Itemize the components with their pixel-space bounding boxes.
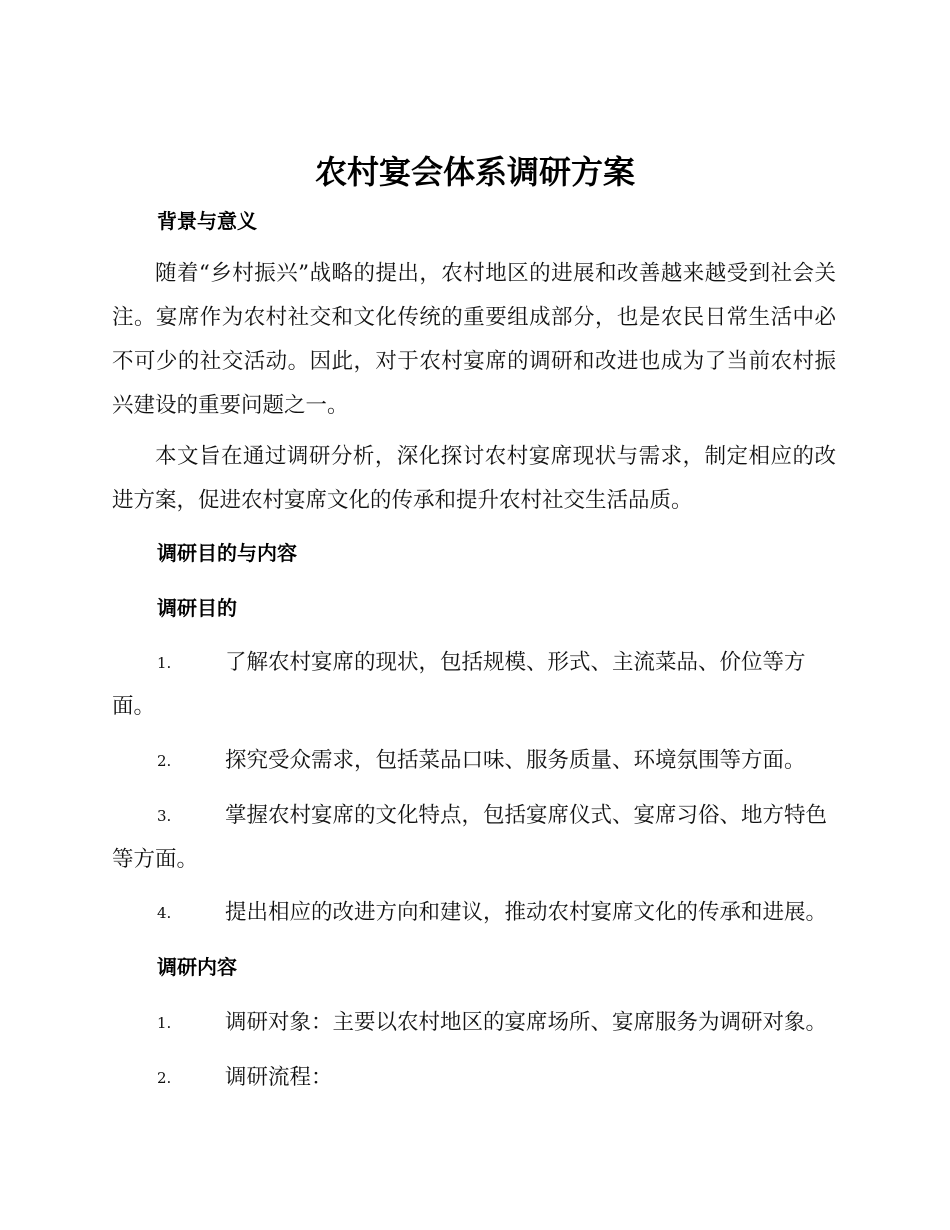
list-number: 2. — [157, 1069, 172, 1087]
heading-background: 背景与意义 — [157, 209, 257, 233]
list-text: 提出相应的改进方向和建议，推动农村宴席文化的传承和进展。 — [225, 900, 828, 925]
list-item-purpose-4 — [112, 891, 836, 935]
list-text: 调研流程： — [225, 1065, 333, 1090]
list-number: 4. — [157, 904, 172, 922]
list-item-content-1 — [112, 1001, 836, 1045]
list-text: 了解农村宴席的现状，包括规模、形式、主流菜品、价位等方面。 — [112, 650, 806, 719]
list-text: 掌握农村宴席的文化特点，包括宴席仪式、宴席习俗、地方特色等方面。 — [112, 803, 828, 872]
paragraph-background-2: 本文旨在通过调研分析，深化探讨农村宴席现状与需求，制定相应的改进方案，促进农村宴席文化的传承和提升农村社交生活品质。 — [112, 444, 836, 513]
heading-content: 调研内容 — [157, 955, 237, 979]
list-text: 调研对象：主要以农村地区的宴席场所、宴席服务为调研对象。 — [225, 1010, 828, 1035]
list-number: 2. — [157, 752, 172, 770]
list-number: 3. — [157, 807, 172, 825]
list-text: 探究受众需求，包括菜品口味、服务质量、环境氛围等方面。 — [225, 748, 806, 773]
list-item-purpose-1 — [112, 641, 836, 729]
paragraph-background-1: 随着“乡村振兴”战略的提出，农村地区的进展和改善越来越受到社会关注。宴席作为农村社交和文化传统的重要组成部分，也是农民日常生活中必不可少的社交活动。因此，对于农村宴席的调研和改进也成为了当前农村振兴建设的重要问题之一。 — [112, 261, 836, 418]
list-number: 1. — [157, 654, 172, 672]
list-item-content-2 — [112, 1056, 836, 1100]
list-item-purpose-2 — [112, 739, 836, 783]
heading-purpose: 调研目的 — [157, 596, 237, 620]
list-number: 1. — [157, 1014, 172, 1032]
heading-purpose-content: 调研目的与内容 — [157, 541, 297, 565]
document-title: 农村宴会体系调研方案 — [314, 153, 635, 191]
list-item-purpose-3 — [112, 794, 836, 882]
